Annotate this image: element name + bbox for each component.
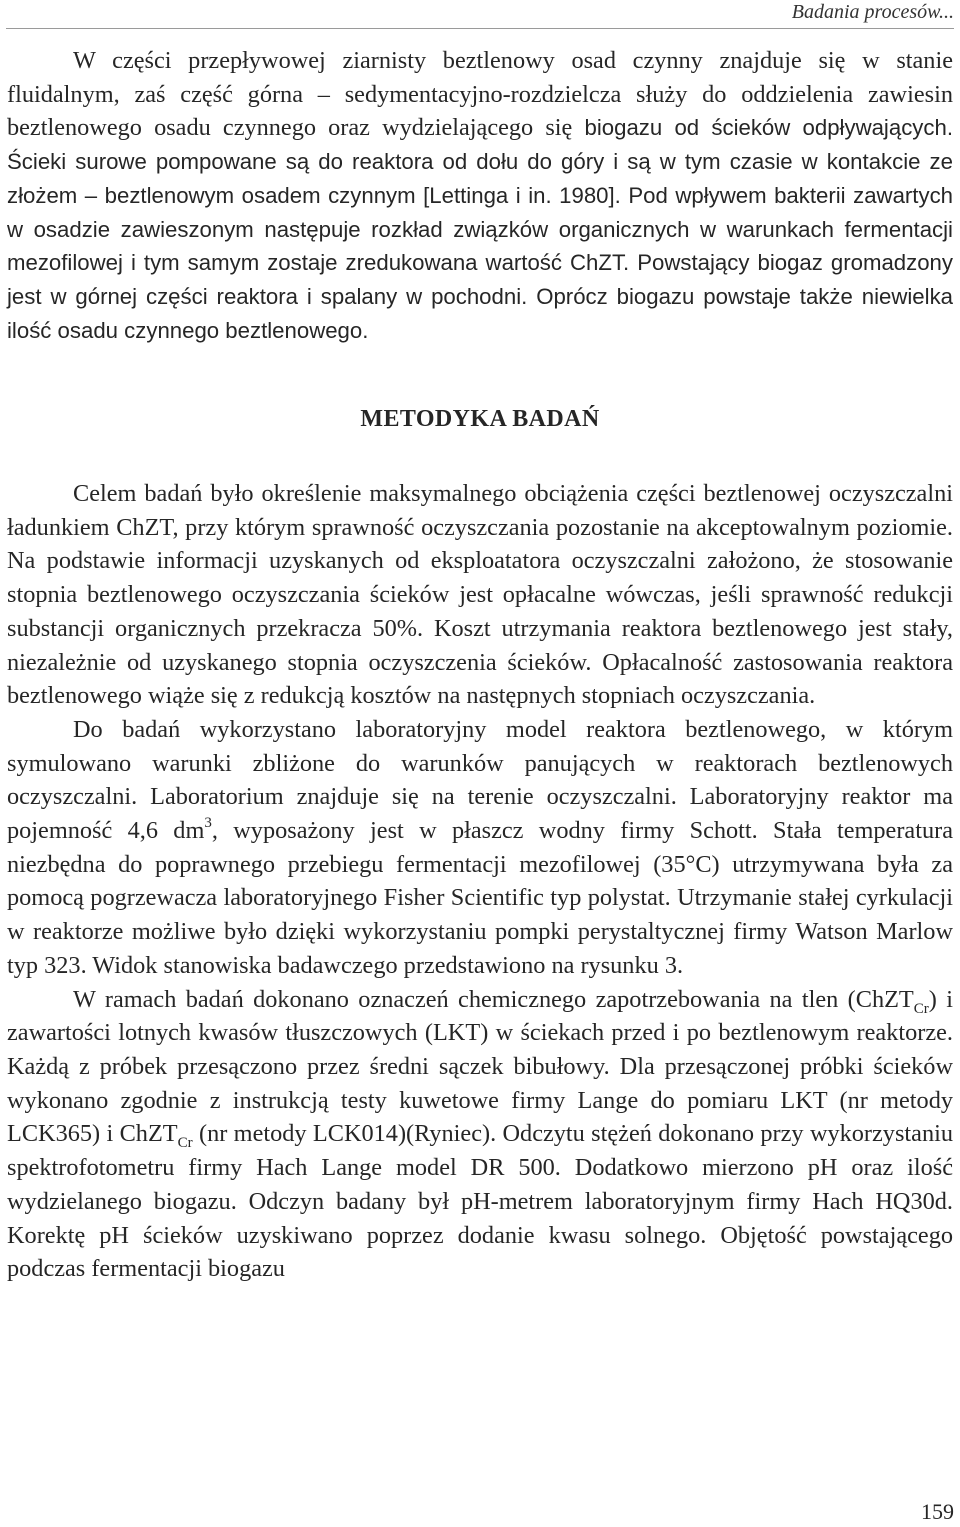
paragraph-goal: Celem badań było określenie maksymalnego obciążenia części beztlenowej oczyszczalni ładunkiem ChZT, przy którym sprawność oczyszczania pozostanie na akceptowalnym poziomie. Na podstawie informacji uzyskanych od eksploatatora oczyszczalni założono, że stosowanie stopnia beztlenowego oczyszczania ścieków jest opłacalne wówczas, jeśli sprawność redukcji substancji organicznych przekracza 50%. Koszt utrzymania reaktora beztlenowego jest stały, niezależnie od uzyskanego stopnia oczyszczenia ścieków. Opłacalność zastosowania reaktora beztlenowego wiąże się z redukcją kosztów na następnych stopniach oczyszczania. xyxy=(7,480,953,710)
paragraph-methods-text-a: W ramach badań dokonano oznaczeń chemicznego zapotrzebowania na tlen (ChZT xyxy=(73,985,914,1013)
paragraph-model-text-b: , wyposażony jest w płaszcz wodny firmy Schott. Stała temperatura niezbędna do poprawnego przebiegu fermentacji mezofilowej (35°C) utrzymywana była za pomocą pogrzewacza laboratoryjnego Fisher Scientific typ polystat. Utrzymanie stałej cyrkulacji w reaktorze możliwe było dzięki wykorzystaniu pompki perystaltycznej firmy Watson Marlow typ 323. Widok stanowiska badawczego przedstawiono na rysunku 3. xyxy=(7,817,953,979)
chzt-subscript-1: Cr xyxy=(913,1000,929,1017)
page-number: 159 xyxy=(921,1499,954,1524)
chzt-subscript-2: Cr xyxy=(177,1135,193,1152)
paragraph-intro xyxy=(7,44,953,347)
paragraph-intro-sans: biogazu od ścieków odpływających. Ścieki surowe pompowane są do reaktora od dołu do góry i są w tym czasie w kontakcie ze złożem – beztlenowym osadem czynnym [Lettinga i in. 1980]. Pod wpływem bakterii zawartych w osadzie zawieszonym następuje rozkład związków organicznych w warunkach fermentacji mezofilowej i tym samym zostaje zredukowana wartość ChZT. Powstający biogaz gromadzony jest w górnej części reaktora i spalany w pochodni. Oprócz biogazu powstaje także niewielka ilość osadu czynnego beztlenowego. xyxy=(7,115,953,343)
paragraph-methods-text-b: ) i zawartości lotnych kwasów tłuszczowych (LKT) w ściekach przed i po beztlenowym reaktorze. Każdą z próbek przesączono przez średni sączek bibułowy. Dla przesączonej próbki ścieków wykonano zgodnie z instrukcją testy kuwetowe firmy Lange do pomiaru LKT (nr metody LCK365) i ChZT xyxy=(7,985,953,1148)
running-header xyxy=(6,0,954,29)
paragraph-methods-text-c: (nr metody LCK014)(Ryniec). Odczytu stężeń dokonano przy wykorzystaniu spektrofotometru firmy Hach Lange model DR 500. Dodatkowo mierzono pH oraz ilość wydzielanego biogazu. Odczyn badany był pH-metrem laboratoryjnym firmy Hach HQ30d. Korektę pH ścieków uzyskiwano poprzez dodanie kwasu solnego. Objętość powstającego podczas fermentacji biogazu xyxy=(7,1120,953,1283)
volume-exponent: 3 xyxy=(204,814,212,831)
paragraph-intro-serif: W części przepływowej ziarnisty beztlenowy osad czynny znajduje się w stanie fluidalnym, zaś część górna – sedymentacyjno-rozdzielcza służy do oddzielenia zawiesin beztlenowego osadu czynnego oraz wydzielającego się xyxy=(7,47,953,142)
running-title: Badania procesów... xyxy=(791,1,954,23)
paragraph-methods xyxy=(7,983,953,1286)
paragraph-model-text-a: Do badań wykorzystano laboratoryjny model reaktora beztlenowego, w którym symulowano warunki zbliżone do warunków panujących w reaktorach beztlenowych oczyszczalni. Laboratorium znajduje się na terenie oczyszczalni. Laboratoryjny reaktor ma pojemność 4,6 dm xyxy=(7,715,953,845)
paragraph-model xyxy=(7,713,953,983)
page-body xyxy=(7,44,953,1286)
section-heading: METODYKA BADAŃ xyxy=(360,406,600,433)
